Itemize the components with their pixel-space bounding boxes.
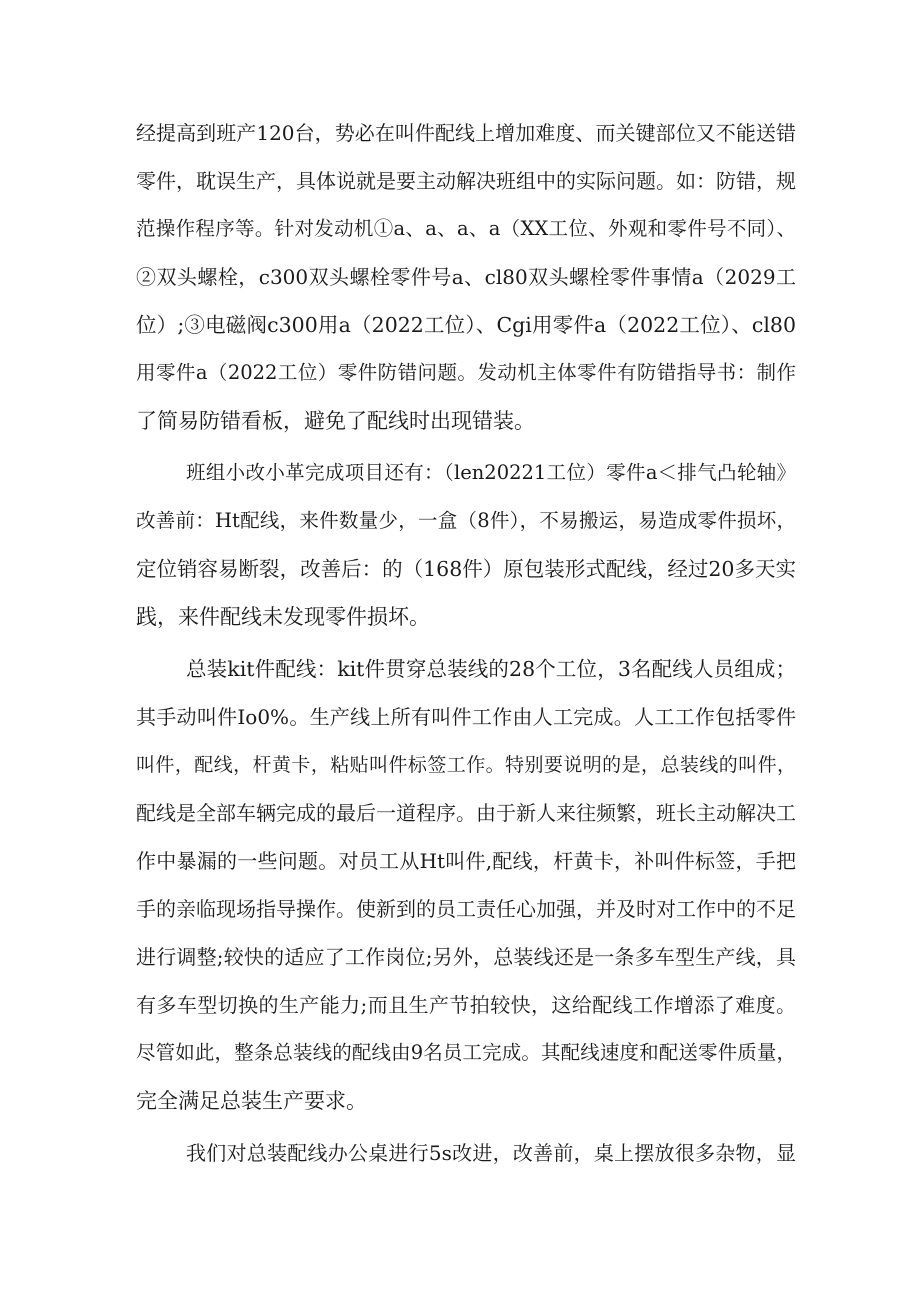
paragraph-1-line-4: ②双头螺栓，c300双头螺栓零件号a、cl80双头螺栓零件事情a（2029工 <box>136 265 796 289</box>
paragraph-3-line-8: 有多车型切换的生产能力;而且生产节拍较快，这给配线工作增添了难度。 <box>136 993 796 1017</box>
paragraph-3-line-3: 叫件，配线，杆黄卡，粘贴叫件标签工作。特别要说明的是，总装线的叫件， <box>136 754 796 776</box>
paragraph-3-line-1: 总装kit件配线：kit件贯穿总装线的28个工位，3名配线人员组成； <box>186 657 796 681</box>
paragraph-4-line-1: 我们对总装配线办公桌进行5s改进，改善前，桌上摆放很多杂物，显 <box>186 1141 796 1165</box>
paragraph-3-line-6: 手的亲临现场指导操作。使新到的员工责任心加强，并及时对工作中的不足 <box>136 897 796 921</box>
paragraph-3-line-2: 其手动叫件Io0%。生产线上所有叫件工作由人工完成。人工工作包括零件 <box>136 705 796 729</box>
paragraph-3-line-4: 配线是全部车辆完成的最后一道程序。由于新人来往频繁，班长主动解决工 <box>136 801 796 825</box>
paragraph-2-line-2: 改善前：Ht配线，来件数量少，一盒（8件），不易搬运，易造成零件损坏， <box>136 509 796 532</box>
paragraph-1-line-5: 位）;③电磁阀c300用a（2022工位）、Cgi用零件a（2022工位）、cl80 <box>136 313 796 337</box>
paragraph-3-line-9: 尽管如此，整条总装线的配线由9名员工完成。其配线速度和配送零件质量， <box>136 1041 796 1064</box>
paragraph-2-line-3: 定位销容易断裂，改善后：的（168件）原包装形式配线，经过20多天实 <box>136 557 796 581</box>
paragraph-1-line-2: 零件，耽误生产，具体说就是要主动解决班组中的实际问题。如：防错，规 <box>136 169 796 193</box>
paragraph-2-line-4: 践，来件配线未发现零件损坏。 <box>136 605 430 629</box>
paragraph-1-line-3: 范操作程序等。针对发动机①a、a、a、a（XX工位、外观和零件号不同）、 <box>136 217 796 240</box>
paragraph-2-line-1: 班组小改小革完成项目还有：（len20221工位）零件a＜排气凸轮轴》 <box>186 461 796 484</box>
paragraph-3-line-10: 完全满足总装生产要求。 <box>136 1089 367 1113</box>
paragraph-1-line-6: 用零件a（2022工位）零件防错问题。发动机主体零件有防错指导书：制作 <box>136 361 796 384</box>
paragraph-3-line-5: 作中暴漏的一些问题。对员工从Ht叫件,配线，杆黄卡，补叫件标签，手把 <box>136 849 796 873</box>
paragraph-1-line-7: 了简易防错看板，避免了配线时出现错装。 <box>136 409 535 433</box>
paragraph-1-line-1: 经提高到班产120台，势必在叫件配线上增加难度、而关键部位又不能送错 <box>136 121 796 145</box>
paragraph-3-line-7: 进行调整;较快的适应了工作岗位;另外，总装线还是一条多车型生产线，具 <box>136 945 796 969</box>
